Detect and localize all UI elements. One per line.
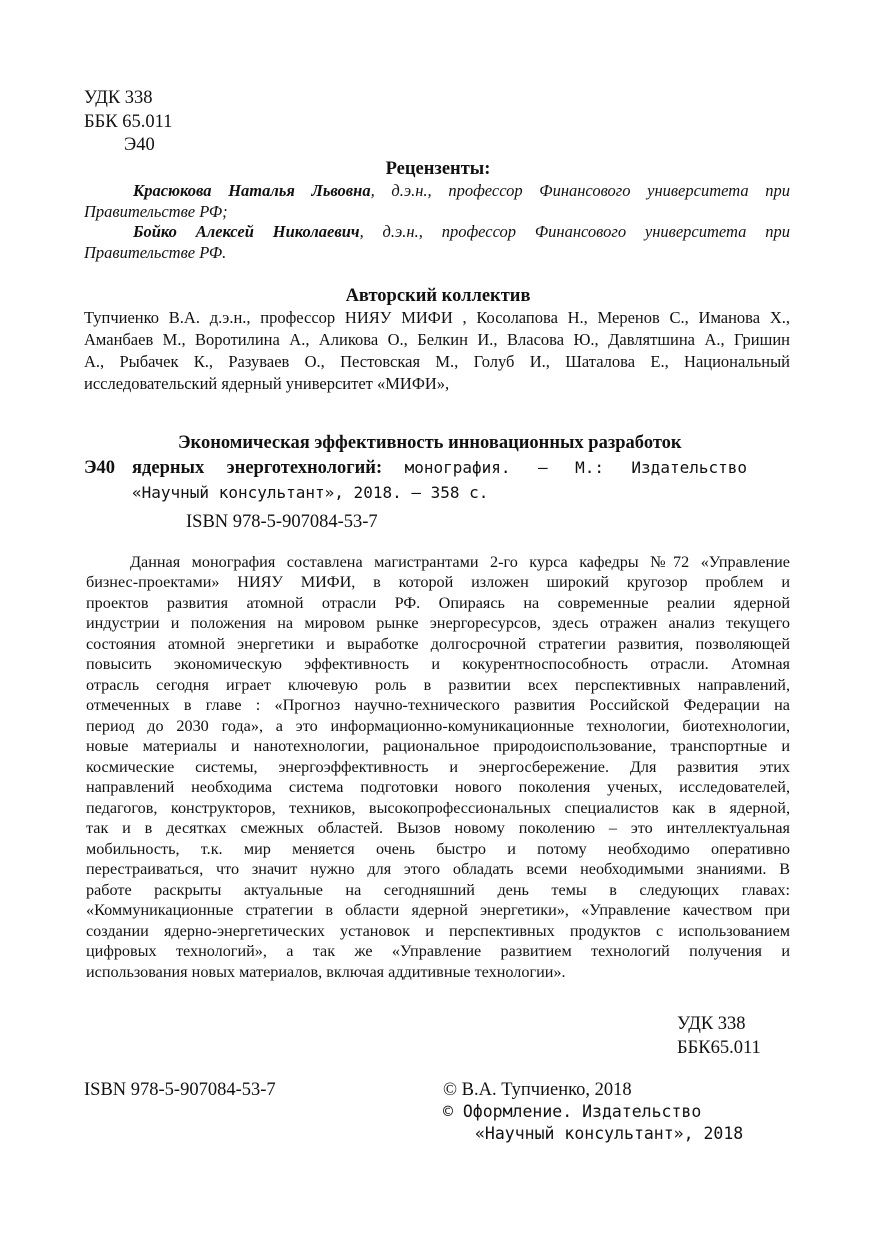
abstract-line: работе раскрыты актуальные на сегодняшний день темы в следующих главах: — [86, 881, 790, 899]
reviewer-2-line — [133, 222, 790, 242]
abstract-line: проектов развития атомной отрасли РФ. Опираясь на современные реалии ядерной — [86, 594, 790, 612]
book-imprint-line: «Научный консультант», 2018. – 358 с. — [132, 483, 489, 502]
abstract-line: цифровых технологий», а так же «Управление развитием технологий получения и — [86, 942, 790, 960]
authors-line: исследовательский ядерный университет «МИФИ», — [84, 374, 450, 393]
footer-isbn: ISBN 978-5-907084-53-7 — [84, 1080, 276, 1100]
book-isbn: ISBN 978-5-907084-53-7 — [186, 512, 378, 532]
abstract-line: состояния атомной энергетики и выработке долгосрочной стратегии развития, позволяющей — [86, 635, 790, 653]
reviewer-1-desc: , д.э.н., профессор Финансового университета при — [370, 181, 790, 200]
book-title-line-1: Экономическая эффективность инновационных разработок — [178, 433, 682, 453]
authors-heading: Авторский коллектив — [345, 286, 531, 306]
abstract-line: отмеченных в главе : «Прогноз научно-технического развития Российской Федерации на — [86, 696, 790, 714]
abstract-line: педагогов, конструкторов, техников, высокопрофессиональных специалистов как в ядерной, — [86, 799, 790, 817]
abstract-line: период до 2030 года», а это информационно-комуникационные технологии, биотехнологии, — [86, 717, 790, 735]
bbk-code: ББК 65.011 — [84, 112, 173, 132]
author-mark: Э40 — [124, 135, 155, 155]
abstract-line: направлений необходима система подготовки нового поколения ученых, исследователей, — [86, 778, 790, 796]
copyright-publisher: «Научный консультант», 2018 — [475, 1124, 744, 1143]
footer-bbk: ББК65.011 — [677, 1038, 761, 1058]
abstract-line: Данная монография составлена магистрантами 2-го курса кафедры №72 «Управление — [130, 553, 790, 571]
reviewer-1-name: Красюкова Наталья Львовна — [133, 181, 371, 200]
book-title-bold: ядерных энерготехнологий: — [132, 458, 383, 478]
abstract-line: «Коммуникационные стратегии в области ядерной энергетики», «Управление качеством при — [86, 901, 790, 919]
abstract-line: использования новых материалов, включая аддитивные технологии». — [86, 963, 566, 981]
abstract-line: так и в десятках смежных областей. Вызов новому поколению – это интеллектуальная — [86, 819, 790, 837]
reviewer-1-line — [133, 181, 790, 201]
book-author-mark: Э40 — [84, 458, 116, 478]
abstract-line: индустрии и положения на мировом рынке энергоресурсов, здесь отражен анализ текущего — [86, 614, 790, 632]
abstract-line: космические системы, энергоэффективность и энергосбережение. Для развития этих — [86, 758, 790, 776]
reviewer-2-name: Бойко Алексей Николаевич — [133, 222, 360, 241]
reviewer-2-desc-cont: Правительстве РФ. — [84, 243, 227, 262]
copyright-author: © В.А. Тупчиенко, 2018 — [443, 1080, 632, 1100]
abstract-line: перестраиваться, что значит нужно для этого обладать всеми необходимыми знаниями. В — [86, 860, 790, 878]
authors-line: А., Рыбачек К., Разуваев О., Пестовская М., Голуб И., Шаталова Е., Национальный — [84, 352, 790, 371]
authors-line: Тупчиенко В.А. д.э.н., профессор НИЯУ МИФИ , Косолапова Н., Меренов С., Иманова Х., — [84, 308, 790, 327]
reviewers-heading: Рецензенты: — [385, 159, 491, 179]
abstract-line: бизнес-проектами» НИЯУ МИФИ, в которой изложен широкий кругозор проблем и — [86, 573, 790, 591]
abstract-line: новые материалы и нанотехнологии, рациональное природоиспользование, транспортные и — [86, 737, 790, 755]
abstract-line: создании ядерно-энергетических установок и перспективных продуктов с использованием — [86, 922, 790, 940]
abstract-line: отрасль сегодня играет ключевую роль в развитии всех перспективных направлений, — [86, 676, 790, 694]
book-publisher: монография. – М.: Издательство — [404, 458, 748, 477]
authors-line: Аманбаев М., Воротилина А., Аликова О., Белкин И., Власова Ю., Давлятшина А., Гришин — [84, 330, 790, 349]
abstract-line: мобильность, т.к. мир меняется очень быстро и потому необходимо оперативно — [86, 840, 790, 858]
abstract-line: повысить экономическую эффективность и кокурентноспособность отрасли. Атомная — [86, 655, 790, 673]
copyright-design: © Оформление. Издательство — [443, 1102, 702, 1121]
reviewer-2-desc: , д.э.н., профессор Финансового университета при — [359, 222, 790, 241]
book-title-line-2 — [132, 458, 747, 478]
reviewer-1-desc-cont: Правительстве РФ; — [84, 202, 228, 221]
footer-udk: УДК 338 — [677, 1014, 746, 1034]
udk-code: УДК 338 — [84, 88, 153, 108]
